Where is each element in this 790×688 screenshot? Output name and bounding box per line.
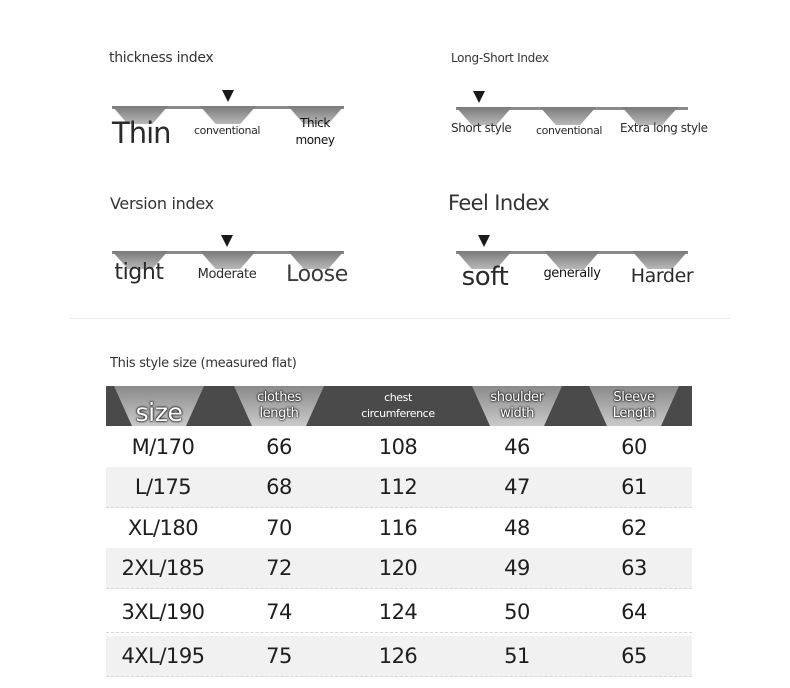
- cell-chest-circumference: 108: [378, 435, 418, 459]
- cell-size: 2XL/185: [121, 556, 205, 580]
- cell-shoulder-width: 51: [504, 644, 530, 668]
- cell-size: M/170: [131, 435, 195, 459]
- cell-chest-circumference: 124: [378, 600, 418, 624]
- cell-clothes-length: 66: [266, 435, 292, 459]
- thickness-index-title: thickness index: [109, 50, 214, 66]
- long-short-index-title: Long-Short Index: [451, 51, 549, 65]
- size-table-title: This style size (measured flat): [110, 356, 297, 371]
- long-short-marker-icon: [473, 91, 485, 103]
- thickness-marker-icon: [222, 90, 234, 102]
- cell-sleeve-length: 61: [621, 475, 647, 499]
- feel-label-soft: soft: [461, 262, 509, 292]
- version-label-tight: tight: [114, 260, 164, 285]
- cell-clothes-length: 72: [266, 556, 292, 580]
- cell-chest-circumference: 112: [378, 475, 418, 499]
- thickness-label-thin: Thin: [112, 116, 171, 150]
- cell-shoulder-width: 46: [504, 435, 530, 459]
- header-chest-circumference: chest circumference: [361, 391, 435, 420]
- table-row: [106, 427, 692, 468]
- cell-chest-circumference: 116: [378, 516, 418, 540]
- thickness-label-thick: Thick money: [295, 116, 335, 148]
- cell-sleeve-length: 63: [621, 556, 647, 580]
- cell-clothes-length: 70: [266, 516, 292, 540]
- long-short-label-short: Short style: [451, 121, 512, 135]
- header-sleeve-length: Sleeve Length: [576, 386, 692, 426]
- cell-size: L/175: [134, 475, 192, 499]
- cell-clothes-length: 74: [266, 600, 292, 624]
- version-index-title: Version index: [110, 194, 214, 213]
- table-row: [106, 467, 692, 508]
- thickness-label-conventional: conventional: [194, 124, 261, 137]
- cell-shoulder-width: 49: [504, 556, 530, 580]
- cell-clothes-length: 75: [266, 644, 292, 668]
- version-label-loose: Loose: [286, 262, 348, 287]
- section-divider: [70, 318, 730, 319]
- table-row: [106, 508, 692, 549]
- header-shoulder-width: shoulder width: [458, 386, 576, 426]
- cell-sleeve-length: 65: [621, 644, 647, 668]
- feel-marker-icon: [478, 235, 490, 247]
- cell-size: 3XL/190: [121, 600, 205, 624]
- table-row: [106, 636, 692, 677]
- version-label-moderate: Moderate: [197, 267, 257, 282]
- table-row: [106, 548, 692, 589]
- size-table-header: [106, 386, 692, 426]
- version-marker-icon: [221, 235, 233, 247]
- long-short-label-extra-long: Extra long style: [620, 121, 708, 135]
- cell-clothes-length: 68: [266, 475, 292, 499]
- cell-shoulder-width: 50: [504, 600, 530, 624]
- cell-sleeve-length: 60: [621, 435, 647, 459]
- header-size: size: [106, 386, 212, 426]
- cell-shoulder-width: 47: [504, 475, 530, 499]
- cell-shoulder-width: 48: [504, 516, 530, 540]
- long-short-label-conventional: conventional: [536, 124, 603, 137]
- cell-size: XL/180: [127, 516, 199, 540]
- cell-chest-circumference: 126: [378, 644, 418, 668]
- table-row: [106, 592, 692, 633]
- cell-size: 4XL/195: [121, 644, 205, 668]
- cell-chest-circumference: 120: [378, 556, 418, 580]
- cell-sleeve-length: 62: [621, 516, 647, 540]
- header-clothes-length: clothes length: [220, 386, 338, 426]
- cell-sleeve-length: 64: [621, 600, 647, 624]
- feel-label-generally: generally: [543, 266, 601, 281]
- feel-label-harder: Harder: [630, 265, 694, 287]
- feel-index-title: Feel Index: [448, 191, 550, 215]
